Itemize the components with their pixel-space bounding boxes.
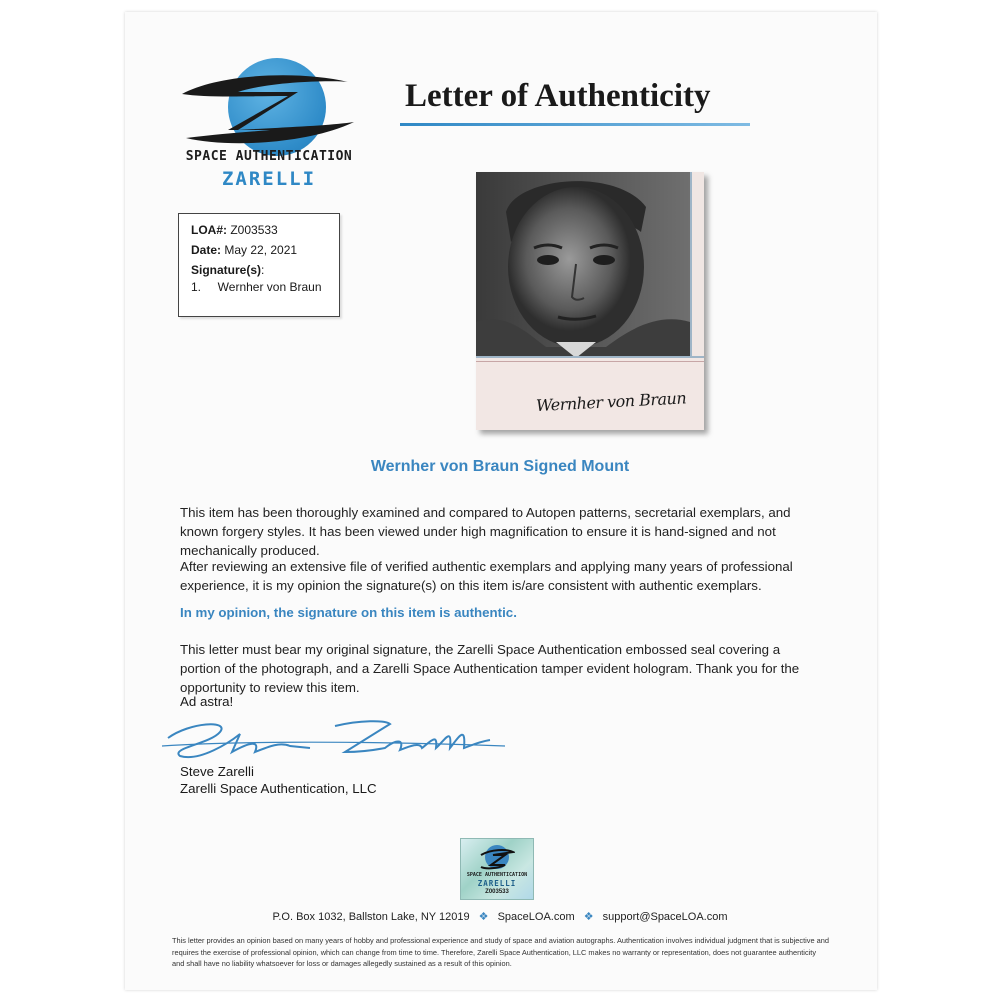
footer-website-link[interactable]: SpaceLOA.com [497, 911, 575, 923]
portrait-photo [476, 172, 704, 358]
tamper-evident-hologram [460, 838, 534, 900]
mat-side-line [690, 172, 692, 358]
signed-photo [476, 172, 704, 430]
loa-number-value: Z003533 [230, 223, 278, 237]
loa-number-row [191, 222, 339, 239]
signatures-row [191, 262, 339, 279]
date-row [191, 242, 339, 259]
document-title: Letter of Authenticity [405, 78, 711, 114]
loa-info-box [178, 213, 340, 317]
title-underline [400, 123, 750, 126]
signatures-label: Signature(s) [191, 263, 262, 277]
hologram-line-1: SPACE AUTHENTICATION [466, 872, 528, 878]
hologram-logo-icon [479, 843, 515, 873]
hologram-serial: Z003533 [485, 889, 509, 895]
mat-line-inner [476, 361, 704, 362]
logo-line-2: ZARELLI [221, 168, 317, 190]
logo-line-1: SPACE AUTHENTICATION [185, 149, 353, 164]
signer-company: Zarelli Space Authentication, LLC [180, 781, 377, 796]
item-heading: Wernher von Braun Signed Mount [370, 458, 630, 475]
paragraph-requirements: This letter must bear my original signature, the Zarelli Space Authentication embossed seal covering a portion of the photograph, and a Zarelli Space Authentication tamper evident hologram. Thank you for the opportunity to review this item. [180, 642, 800, 695]
signer-name: Steve Zarelli [180, 764, 254, 779]
zarelli-logo [178, 52, 360, 200]
authenticity-opinion: In my opinion, the signature on this item is authentic. [180, 605, 517, 620]
footer-address: P.O. Box 1032, Ballston Lake, NY 12019 [272, 911, 470, 923]
loa-number-label: LOA#: [191, 223, 227, 237]
date-value: May 22, 2021 [224, 243, 298, 257]
footer-separator-icon: ❖ [478, 911, 489, 923]
logo-swoosh-icon [178, 52, 360, 162]
footer-email-link[interactable]: support@SpaceLOA.com [602, 911, 728, 923]
sign-off: Ad astra! [180, 694, 234, 709]
photo-autograph: Wernher von Braun [535, 388, 687, 416]
footer-contact [0, 910, 1000, 923]
mat-line [476, 356, 704, 358]
legal-disclaimer: This letter provides an opinion based on many years of hobby and professional experience and study of space and aviation autographs. Authentication involves individual judgment that is subjective and requires the exercise of professional opinion, which can change from time to time. Therefore, Zarelli Space Authentication, LLC makes no warranty or representation, does not guarantee authenticity and shall have no liability whatsoever for loss or damages allegedly sustained as a result of this opinion. [172, 936, 829, 968]
handwritten-signature [160, 712, 520, 764]
footer-separator-icon: ❖ [583, 911, 594, 923]
signature-list-item: 1. Wernher von Braun [191, 280, 322, 294]
hologram-line-2: ZARELLI [477, 879, 517, 888]
signatures-label-colon: : [261, 263, 265, 277]
date-label: Date: [191, 243, 222, 257]
paragraph-opinion-basis: After reviewing an extensive file of verified authentic exemplars and applying many years of professional experience, it is my opinion the signature(s) on this item is/are consistent with authentic exemplars. [180, 559, 793, 593]
paragraph-examination: This item has been thoroughly examined and compared to Autopen patterns, secretarial exemplars, and known forgery styles. It has been viewed under high magnification to ensure it is hand-signed and not mechanically produced. [180, 505, 791, 558]
